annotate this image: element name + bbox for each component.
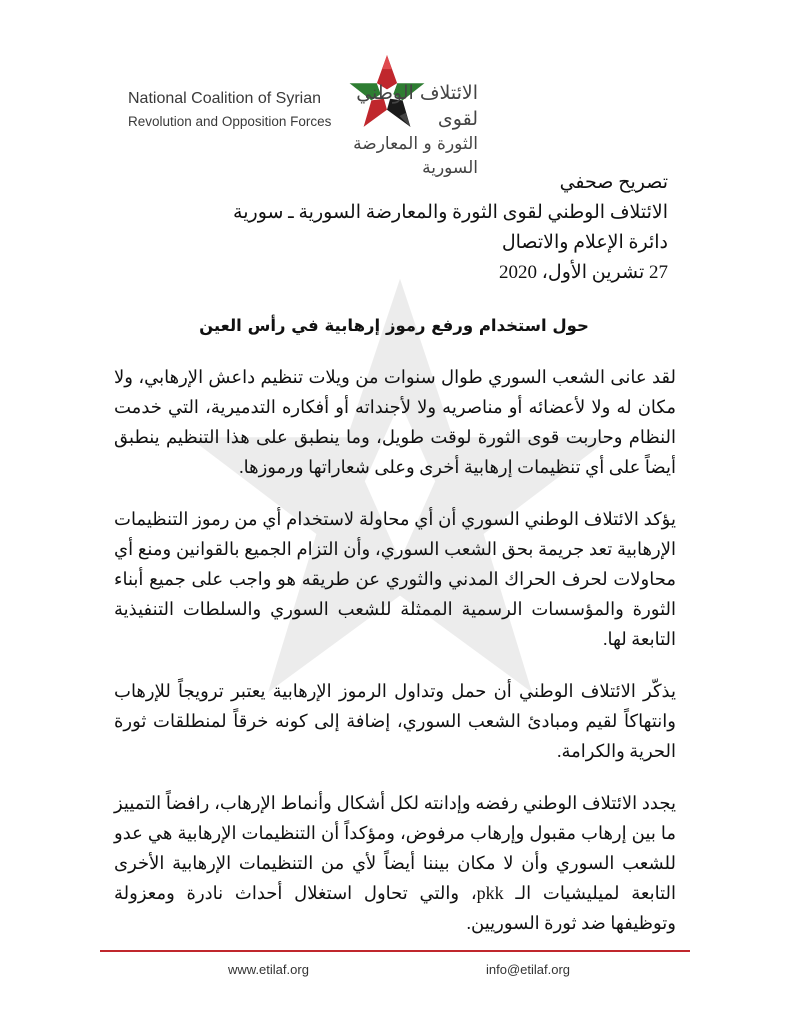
body-paragraph: يجدد الائتلاف الوطني رفضه وإدانته لكل أشكال وأنماط الإرهاب، رافضاً التمييز ما بين إرهاب مقبول وإرهاب مرفوض، ومؤكداً أن التنظيمات الإرهابية هي عدو للشعب السوري وأن لا مكان بيننا أيضاً لأي من التنظيمات الإرهابية الأخرى التابعة لميليشيات الـ pkk، والتي تحاول استغلال أحداث نادرة ومعزولة وتوظيفها ضد ثورة السوريين. bbox=[114, 793, 676, 933]
statement-headline: حول استخدام ورفع رموز إرهابية في رأس العين bbox=[199, 316, 589, 335]
body-paragraph: يذكّر الائتلاف الوطني أن حمل وتداول الرموز الإرهابية يعتبر ترويجاً للإرهاب وانتهاكاً لقيم ومبادئ الشعب السوري، إضافة إلى كونه خرقاً لمنطلقات ثورة الحرية والكرامة. bbox=[114, 681, 676, 761]
org-name-en-line2: Revolution and Opposition Forces bbox=[128, 114, 332, 129]
org-name-en-line1: National Coalition of Syrian bbox=[128, 90, 321, 107]
statement-date: 27 تشرين الأول، 2020 bbox=[499, 262, 668, 283]
statement-type: تصريح صحفي bbox=[559, 172, 668, 193]
statement-org: الائتلاف الوطني لقوى الثورة والمعارضة السورية ـ سورية bbox=[233, 202, 668, 223]
footer-email-link[interactable]: info@etilaf.org bbox=[486, 962, 571, 977]
footer-divider bbox=[100, 950, 690, 952]
body-paragraph: لقد عانى الشعب السوري طوال سنوات من ويلات تنظيم داعش الإرهابي، ولا مكان له ولا لأعضائه أو مناصريه ولا لأجنداته أو أفكاره التدميرية، التي خدمت النظام وحاربت قوى الثورة لوقت طويل، وما ينطبق على هذا التنظيم ينطبق أيضاً على أي تنظيمات إرهابية أخرى وعلى شعاراتها ورموزها. bbox=[114, 367, 676, 477]
org-name-english bbox=[128, 88, 331, 132]
body-paragraph: يؤكد الائتلاف الوطني السوري أن أي محاولة لاستخدام أي من رموز التنظيمات الإرهابية تعد جريمة بحق الشعب السوري، وأن التزام الجميع بالقوانين ومنع أي محاولات لحرف الحراك المدني والثوري عن طريقه هو واجب على جميع أبناء الثورة والمؤسسات الرسمية الممثلة للشعب السوري والسلطات التنفيذية التابعة لها. bbox=[114, 509, 676, 649]
org-name-ar-line2: الثورة و المعارضة السورية bbox=[353, 134, 478, 178]
statement-department: دائرة الإعلام والاتصال bbox=[501, 232, 668, 253]
footer-website-link[interactable]: www.etilaf.org bbox=[228, 962, 309, 977]
org-name-ar-line1: الائتلاف الوطني لقوى bbox=[356, 82, 478, 130]
org-name-arabic bbox=[328, 80, 478, 180]
statement-meta bbox=[233, 168, 668, 288]
statement-body bbox=[114, 362, 676, 960]
